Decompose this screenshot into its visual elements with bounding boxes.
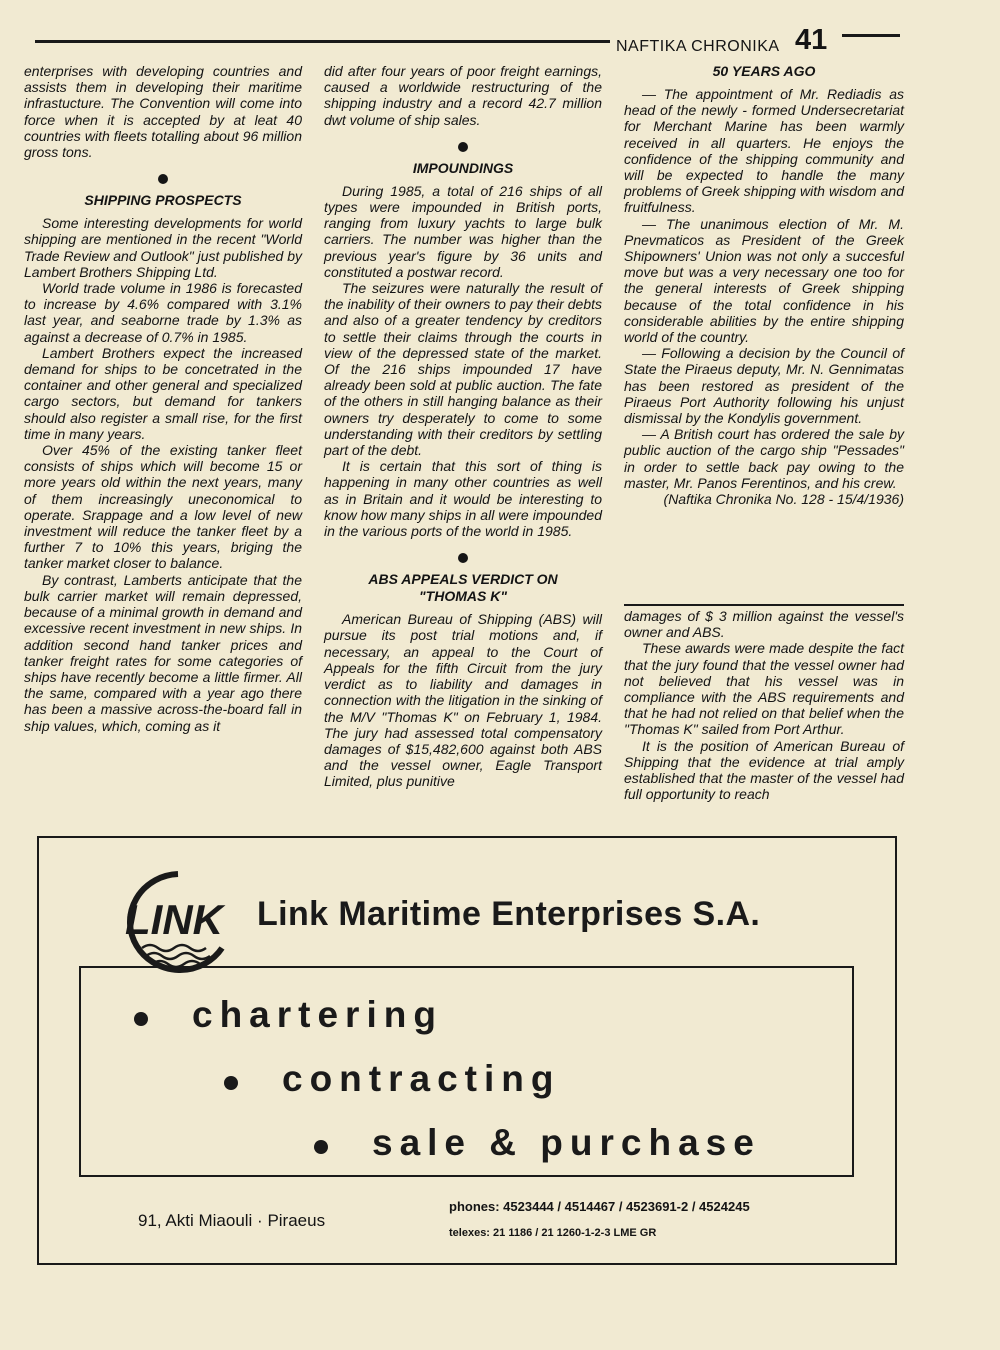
paragraph: — A British court has ordered the sale by public auction of the cargo ship "Pessades" in order to settle back pay owing to the master, Mr. Panos Ferentinos, and his crew.: [624, 426, 904, 491]
prospects-continuation: did after four years of poor freight earnings, caused a worldwide restructuring of the shipping industry and a record 42.7 million dwt volume of ship sales.: [324, 63, 602, 128]
company-phones: phones: 4523444 / 4514467 / 4523691-2 / 4524245: [449, 1199, 750, 1214]
heading-line: ABS APPEALS VERDICT ON: [368, 571, 558, 588]
company-address: 91, Akti Miaouli · Piraeus: [138, 1211, 326, 1230]
logo-text: LINK: [125, 896, 223, 943]
magazine-title: NAFTIKA CHRONIKA: [616, 38, 780, 55]
advertisement: [37, 836, 897, 1265]
service-bullet: [224, 1076, 238, 1090]
section-bullet: [158, 174, 168, 184]
link-logo-icon: [118, 868, 238, 978]
page-number: 41: [795, 24, 828, 56]
service-contracting: contracting: [282, 1058, 561, 1099]
heading-shipping-prospects: SHIPPING PROSPECTS: [84, 192, 242, 209]
heading-abs-appeals: [324, 571, 602, 605]
paragraph: The seizures were naturally the result of the inability of their owners to pay their debts and also of a greater tendency by creditors to settle their claims through the courts in view of the depressed state of the market. Of the 216 ships impounded 17 have already been sold at public auction. The fate of the others in still hanging balance as their owners try desperately to come to some understanding with their creditors by settling part of the debt.: [324, 280, 602, 459]
paragraph: Lambert Brothers expect the increased demand for ships to be concetrated in the container and other general and specialized cargo sectors, but demand for tankers should also register a small rise, for the first time in many years.: [24, 344, 302, 442]
convention-continuation: enterprises with developing countries and assists them in developing their maritime infrastucture. The Convention will come into force when it is accepted by at leat 40 countries with fleets totalling about 96 million gross tons.: [24, 63, 302, 161]
section-bullet: [458, 553, 468, 563]
heading-50-years-ago: 50 YEARS AGO: [712, 63, 816, 79]
abs-continuation-column: [624, 608, 904, 802]
paragraph: These awards were made despite the fact that the jury found that the vessel owner had not believed that his vessel was in compliance with the ABS requirements and that he had not relied on that belief when the "Thomas K" sailed from Port Arthur.: [624, 640, 904, 738]
paragraph: It is certain that this sort of thing is happening in many other countries as well as in Britain and it would be interesting to know how many ships in all were impounded in the various ports of the world in 1985.: [324, 458, 602, 540]
header-rule: [35, 40, 610, 43]
paragraph: During 1985, a total of 216 ships of all types were impounded in British ports, ranging from luxury yachts to large bulk carriers. The number was higher than the previous year's figure by 36 units and constituted a postwar record.: [324, 182, 602, 280]
heading-line: "THOMAS K": [419, 588, 507, 605]
service-sale-purchase: sale & purchase: [372, 1122, 761, 1163]
service-bullet: [134, 1012, 148, 1026]
service-bullet: [314, 1140, 328, 1154]
company-telexes: telexes: 21 1186 / 21 1260-1-2-3 LME GR: [449, 1227, 657, 1239]
paragraph: Some interesting developments for world shipping are mentioned in the recent "World Trade Review and Outlook" just published by Lambert Brothers Shipping Ltd.: [24, 215, 302, 280]
section-bullet: [458, 142, 468, 152]
paragraph: It is the position of American Bureau of Shipping that the evidence at trial amply established that the master of the vessel had full opportunity to reach: [624, 737, 904, 803]
paragraph: World trade volume in 1986 is forecasted to increase by 4.6% compared with 3.1% last year, and seaborne trade by 1.3% as against a decrease of 0.7% in 1985.: [24, 280, 302, 345]
service-chartering: chartering: [192, 994, 443, 1035]
paragraph: — Following a decision by the Council of State the Piraeus deputy, Mr. N. Gennimatas has been restored as president of the Piraeus Port Authority following his unjust dismissal by the Kondylis government.: [624, 345, 904, 427]
paragraph: By contrast, Lamberts anticipate that the bulk carrier market will remain depressed, because of a minimal growth in demand and excessive recent investment in new ships. In addition second hand tanker prices and tanker freight rates for some categories of ships have recently become a little firmer. All the same, compared with a year ago there has been a massive across-the-board fall in ship values, which, coming as it: [24, 571, 302, 734]
paragraph: Over 45% of the existing tanker fleet consists of ships which will become 15 or more years old within the next years, many of them increasingly uneconomical to operate. Srappage and a low level of new investment will reduce the tanker fleet by a further 7 to 10% this years, briging the tanker market closer to balance.: [24, 442, 302, 572]
article-column-1: [24, 63, 302, 734]
paragraph: — The unanimous election of Mr. M. Pnevmaticos as President of the Greek Shipowners' Union was not only a succesful move but was a very necessary one too for the general interests of Greek shipping because of the total confidence in his considerable abilities by the entire shipping world of the country.: [624, 215, 904, 346]
article-column-2: [324, 63, 602, 790]
article-column-3: [624, 63, 904, 507]
header-rule-right: [842, 34, 900, 37]
citation: (Naftika Chronika No. 128 - 15/4/1936): [663, 491, 904, 508]
paragraph: — The appointment of Mr. Rediadis as head of the newly - formed Undersecretariat for Merchant Marine has been warmly received in all quarters. He enjoys the confidence of the shipping community and will be expected to handle the many problems of Greek shipping with wisdom and fruitfulness.: [624, 86, 904, 216]
paragraph: damages of $ 3 million against the vessel's owner and ABS.: [624, 608, 904, 641]
column-divider: [624, 604, 904, 606]
services-box: [79, 966, 854, 1177]
heading-impoundings: IMPOUNDINGS: [412, 159, 514, 176]
company-name: Link Maritime Enterprises S.A.: [257, 895, 761, 933]
paragraph: American Bureau of Shipping (ABS) will pursue its post trial motions and, if necessary, an appeal to the Court of Appeals for the fifth Circuit from the jury verdict as to liability and damages in connection with the litigation in the sinking of the M/V "Thomas K" on February 1, 1984. The jury had assessed total compensatory damages of $15,482,600 against both ABS and the vessel owner, Eagle Transport Limited, plus punitive: [324, 611, 602, 790]
